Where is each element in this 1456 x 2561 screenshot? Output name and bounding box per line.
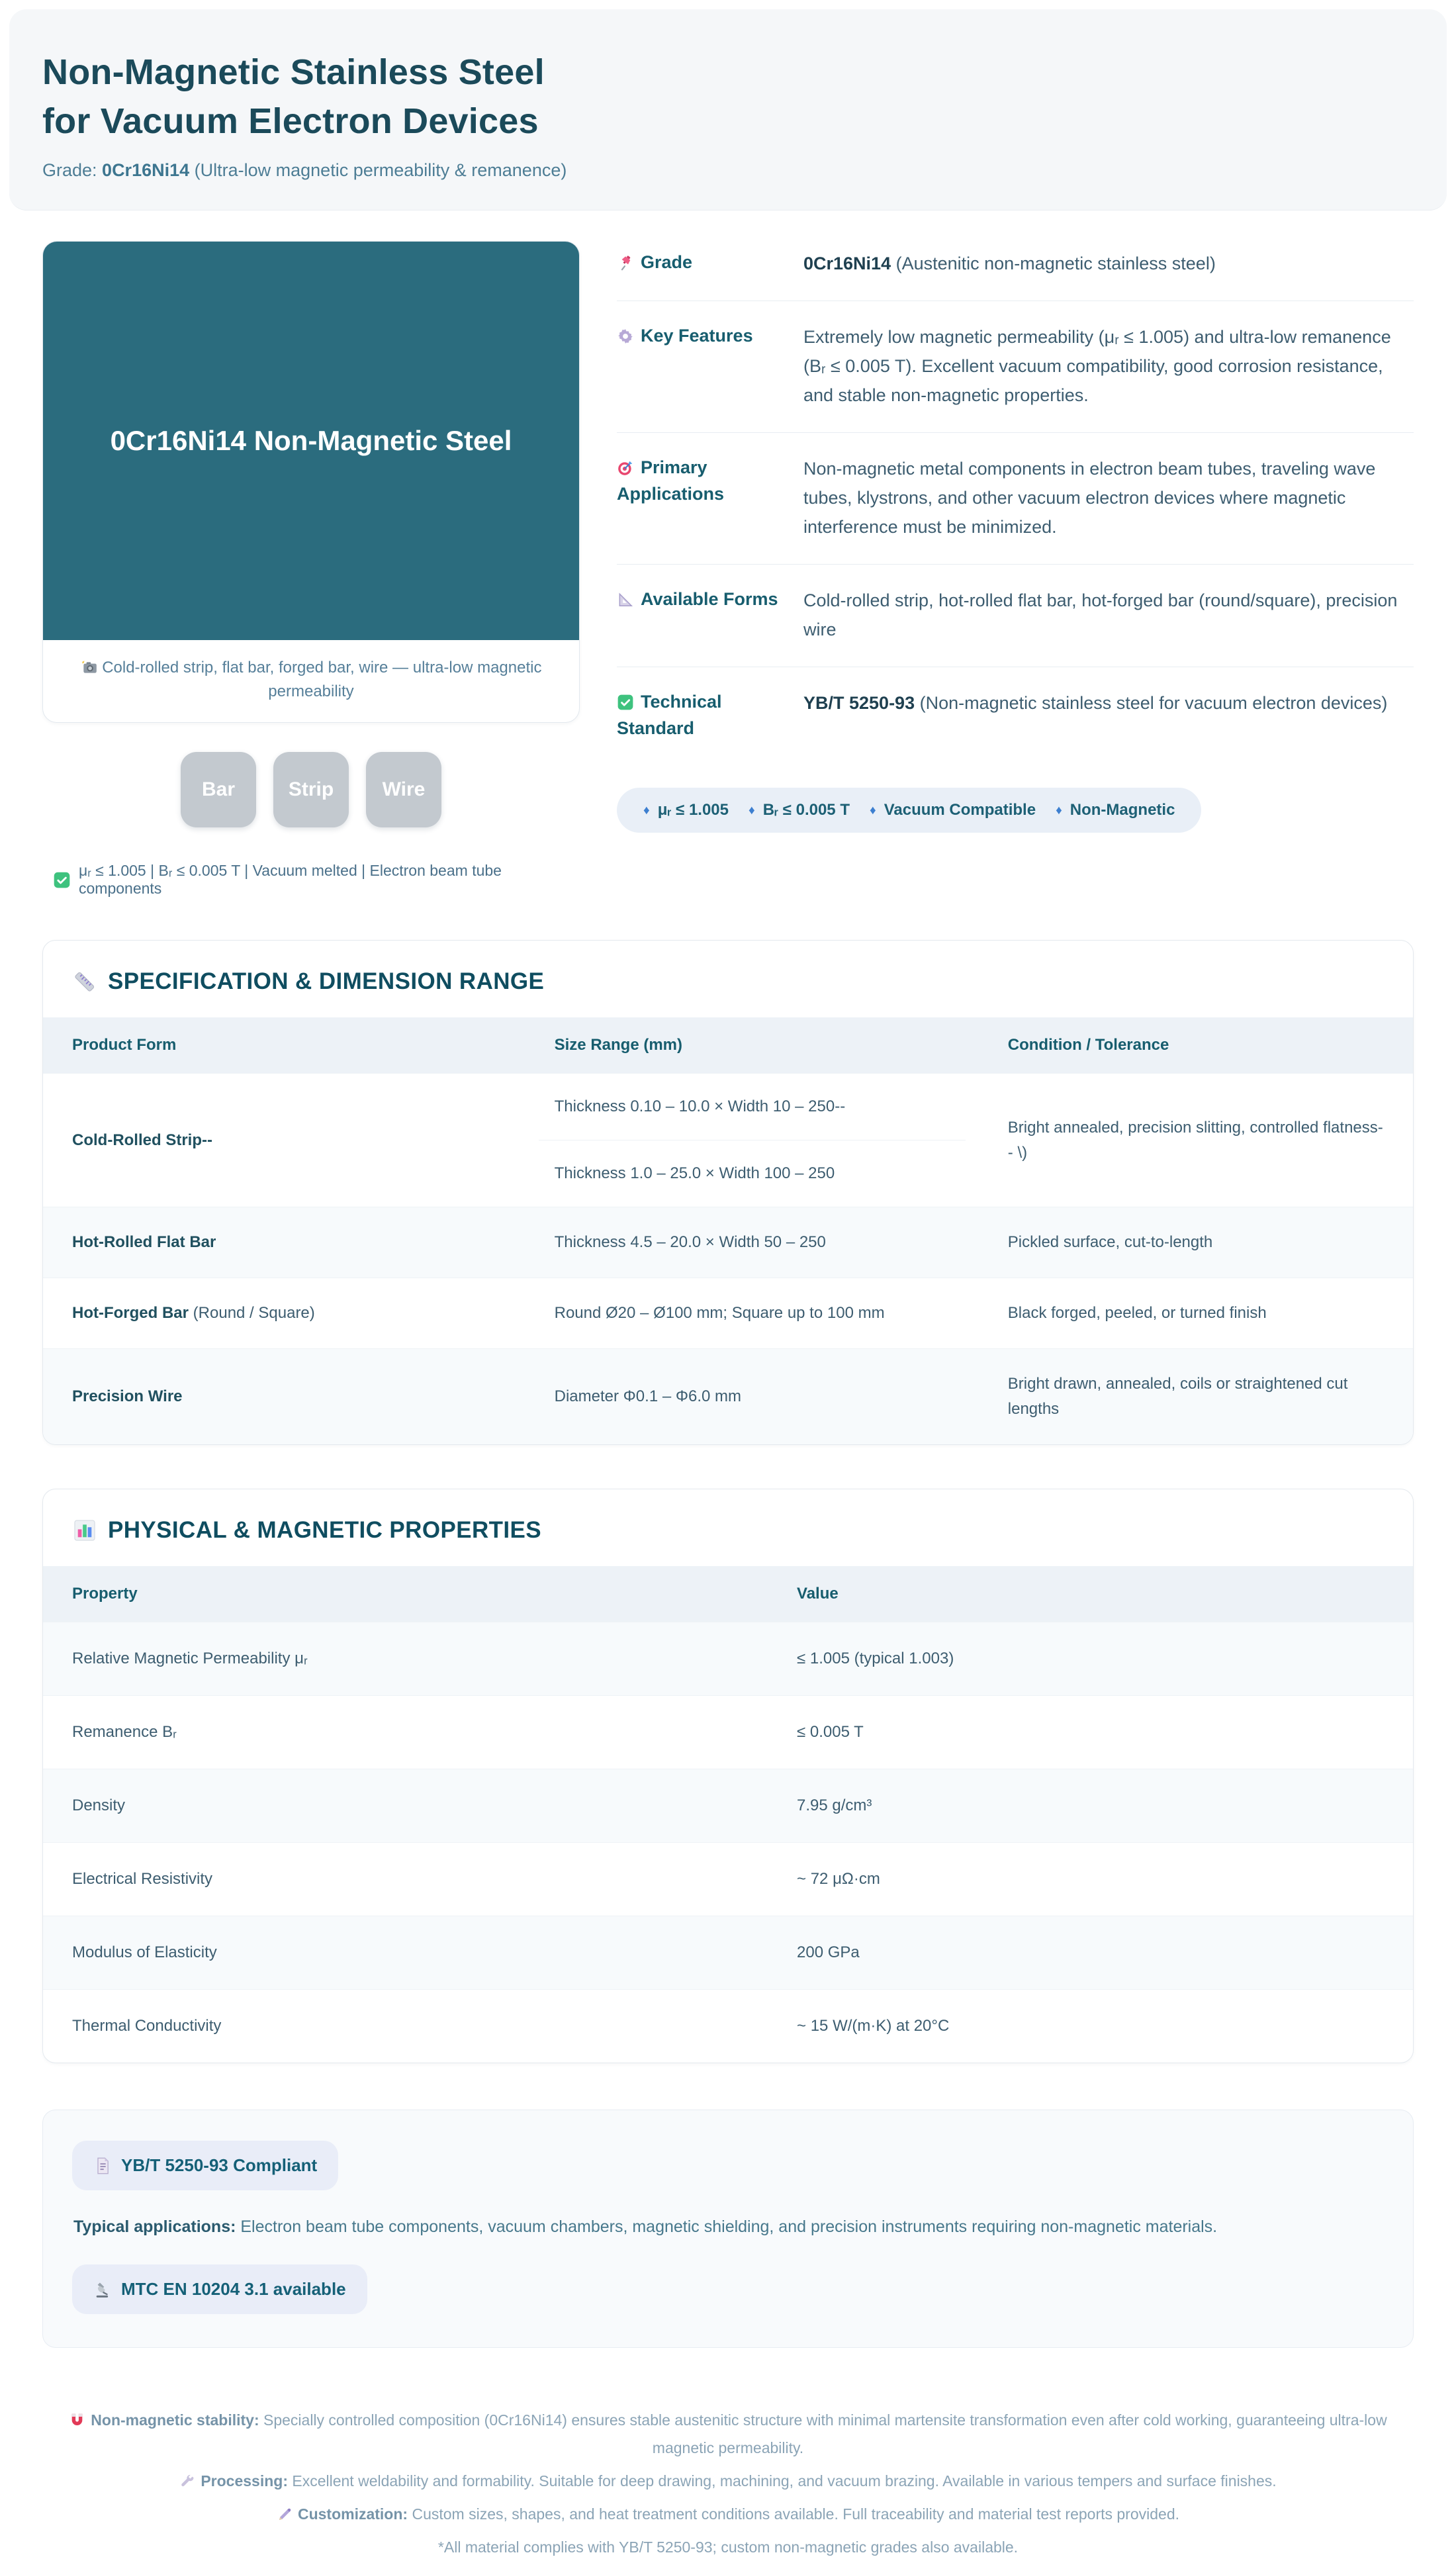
page-title-line1: Non-Magnetic Stainless Steel xyxy=(42,52,545,92)
product-info-column xyxy=(617,241,1414,898)
property-name: Modulus of Elasticity xyxy=(72,1943,217,1961)
footer-note-text: Excellent weldability and formability. Suitable for deep drawing, machining, and vacuum brazing. Available in various tempers and surface finishes. xyxy=(287,2472,1277,2490)
form-box-wire: Wire xyxy=(366,752,441,827)
compliance-badge-text: YB/T 5250-93 Compliant xyxy=(121,2155,318,2175)
size-range: Thickness 1.0 – 25.0 × Width 100 – 250 xyxy=(554,1164,835,1182)
spec-condition-cell: Bright annealed, precision slitting, controlled flatness-- \) xyxy=(1007,1118,1383,1162)
product-image-placeholder xyxy=(43,242,579,640)
wrench-icon xyxy=(179,2474,195,2490)
badge-vacuum xyxy=(870,801,1036,819)
overview-section xyxy=(42,241,1414,898)
size-range: Thickness 0.10 – 10.0 × Width 10 – 250-- xyxy=(554,1097,846,1115)
footer-note-label: Processing: xyxy=(201,2472,288,2490)
info-value-strong: 0Cr16Ni14 xyxy=(803,254,891,273)
property-value: ~ 15 W/(m·K) at 20°C xyxy=(797,2017,950,2035)
spec-col-form: Product Form xyxy=(72,1036,177,1054)
compliance-badge-text: MTC EN 10204 3.1 available xyxy=(121,2279,346,2299)
info-row-technical-standard xyxy=(617,667,1414,764)
footer-note-label: Non-magnetic stability: xyxy=(91,2411,259,2429)
camera-icon xyxy=(81,659,98,676)
info-row-grade xyxy=(617,241,1414,301)
info-label xyxy=(617,249,788,278)
table-row xyxy=(43,1348,1413,1444)
info-label xyxy=(617,454,788,541)
footer-note-label: Customization: xyxy=(297,2505,408,2523)
document-icon xyxy=(93,2157,112,2175)
compliance-badge-standard xyxy=(72,2141,338,2190)
badge-text: Non-Magnetic xyxy=(1069,801,1175,819)
info-list xyxy=(617,241,1414,764)
spec-col-condition: Condition / Tolerance xyxy=(1007,1036,1169,1054)
property-value: ≤ 1.005 (typical 1.003) xyxy=(797,1650,954,1667)
badge-remanence xyxy=(749,801,850,819)
info-value-text: Cold-rolled strip, hot-rolled flat bar, hot-forged bar (round/square), precision wire xyxy=(803,590,1398,639)
physical-properties-section xyxy=(42,1489,1414,2063)
page-title xyxy=(42,48,1414,146)
spec-form-cell xyxy=(43,1362,525,1432)
physical-col-property: Property xyxy=(72,1585,138,1603)
magnet-icon xyxy=(69,2412,85,2429)
info-row-key-features xyxy=(617,301,1414,433)
form-name: Hot-Forged Bar xyxy=(72,1304,189,1322)
badge-text: Vacuum Compatible xyxy=(884,801,1036,819)
info-value xyxy=(803,688,1414,741)
subtitle-prefix: Grade: xyxy=(42,160,103,180)
spec-condition-cell: Bright drawn, annealed, coils or straightened cut lengths xyxy=(1007,1375,1348,1418)
table-row xyxy=(43,1207,1413,1278)
physical-col-value: Value xyxy=(797,1585,839,1603)
footer-note-customization xyxy=(53,2500,1403,2528)
info-value xyxy=(803,586,1414,644)
main-content xyxy=(0,241,1456,2348)
product-card xyxy=(42,241,580,723)
specification-title xyxy=(43,941,1413,1017)
spec-form-cell xyxy=(43,1207,525,1278)
info-label xyxy=(617,586,788,644)
spec-table-header xyxy=(43,1017,1413,1073)
info-row-available-forms xyxy=(617,565,1414,667)
info-value-text: Extremely low magnetic permeability (μᵣ ≤ 1.005) and ultra-low remanence (Bᵣ ≤ 0.005 T). Excellent vacuum compatibility, good corrosion resistance, and stable non-magnetic properties. xyxy=(803,327,1391,405)
spec-condition-cell: Pickled surface, cut-to-length xyxy=(1007,1233,1213,1251)
table-row xyxy=(43,1622,1413,1695)
info-value xyxy=(803,322,1414,410)
physical-title xyxy=(43,1489,1413,1566)
spec-size-cell xyxy=(525,1074,979,1207)
info-label-text: Grade xyxy=(641,252,693,272)
badge-text: Bᵣ ≤ 0.005 T xyxy=(762,801,850,819)
form-box-strip: Strip xyxy=(273,752,349,827)
spec-form-cell xyxy=(43,1278,525,1348)
typical-applications-label: Typical applications: xyxy=(73,2217,236,2236)
info-label-text: Available Forms xyxy=(641,589,778,609)
badge-permeability xyxy=(643,801,729,819)
compliance-section xyxy=(42,2110,1414,2348)
diamond-icon xyxy=(643,804,650,817)
property-value: 200 GPa xyxy=(797,1943,860,1961)
check-icon xyxy=(53,871,71,889)
property-name: Electrical Resistivity xyxy=(72,1870,213,1888)
pushpin-icon xyxy=(617,254,634,271)
spec-size-cell: Round Ø20 – Ø100 mm; Square up to 100 mm xyxy=(554,1304,885,1322)
info-value-strong: YB/T 5250-93 xyxy=(803,693,915,713)
footer-note-stability xyxy=(53,2406,1403,2462)
spec-badges xyxy=(617,788,1201,833)
compliance-badge-mtc xyxy=(72,2264,367,2314)
gear-icon xyxy=(617,328,634,345)
info-label-text: Key Features xyxy=(641,326,753,346)
typical-applications-text: Electron beam tube components, vacuum chambers, magnetic shielding, and precision instruments requiring non-magnetic materials. xyxy=(236,2217,1218,2236)
subtitle-grade: 0Cr16Ni14 xyxy=(102,160,190,180)
info-value xyxy=(803,249,1414,278)
property-name: Density xyxy=(72,1796,126,1814)
form-detail: (Round / Square) xyxy=(189,1304,315,1322)
form-name: Precision Wire xyxy=(72,1387,183,1405)
info-label xyxy=(617,688,788,741)
target-icon xyxy=(617,459,634,477)
form-name: Hot-Rolled Flat Bar xyxy=(72,1233,216,1251)
info-row-primary-applications xyxy=(617,433,1414,565)
physical-table-header xyxy=(43,1566,1413,1622)
product-caption xyxy=(43,640,579,722)
page-header xyxy=(9,9,1447,210)
spec-size-cell: Diameter Φ0.1 – Φ6.0 mm xyxy=(554,1387,742,1405)
property-value: ~ 72 μΩ·cm xyxy=(797,1870,880,1888)
table-row xyxy=(43,1916,1413,1989)
spec-condition-cell: Black forged, peeled, or turned finish xyxy=(1007,1304,1267,1322)
property-name: Remanence Bᵣ xyxy=(72,1723,177,1741)
bar-chart-icon xyxy=(72,1518,97,1543)
table-row xyxy=(43,1769,1413,1842)
info-value xyxy=(803,454,1414,541)
microscope-icon xyxy=(93,2280,112,2299)
footer-note-processing xyxy=(53,2467,1403,2495)
table-row xyxy=(43,1842,1413,1916)
form-box-bar: Bar xyxy=(181,752,256,827)
pencil-icon xyxy=(277,2507,293,2523)
typical-applications xyxy=(73,2214,1384,2239)
info-value-text: Non-magnetic metal components in electron beam tubes, traveling wave tubes, klystrons, and other vacuum electron devices where magnetic interference must be minimized. xyxy=(803,459,1376,537)
key-specs-line xyxy=(42,862,580,898)
form-name: Cold-Rolled Strip-- xyxy=(72,1131,212,1149)
triangle-ruler-icon xyxy=(617,591,634,608)
info-label-text: Technical Standard xyxy=(617,692,722,738)
table-row xyxy=(43,1073,1413,1207)
check-icon xyxy=(617,694,634,711)
spec-size-cell: Thickness 4.5 – 20.0 × Width 50 – 250 xyxy=(554,1233,826,1251)
table-row xyxy=(43,1278,1413,1348)
badge-nonmagnetic xyxy=(1056,801,1175,819)
footer-note-disclaimer: *All material complies with YB/T 5250-93; custom non-magnetic grades also available. xyxy=(437,2538,1019,2556)
property-value: ≤ 0.005 T xyxy=(797,1723,864,1741)
spec-col-size: Size Range (mm) xyxy=(554,1036,682,1054)
property-name: Relative Magnetic Permeability μᵣ xyxy=(72,1650,308,1667)
table-row xyxy=(43,1989,1413,2063)
specification-title-text: SPECIFICATION & DIMENSION RANGE xyxy=(108,968,545,994)
specification-section xyxy=(42,940,1414,1445)
info-label-text: Primary Applications xyxy=(617,457,725,504)
physical-title-text: PHYSICAL & MAGNETIC PROPERTIES xyxy=(108,1517,542,1543)
product-image-title: 0Cr16Ni14 Non-Magnetic Steel xyxy=(110,425,512,456)
badge-text: μᵣ ≤ 1.005 xyxy=(657,801,729,819)
diamond-icon xyxy=(749,804,755,817)
diamond-icon xyxy=(870,804,876,817)
form-placeholders xyxy=(42,752,580,827)
spec-form-cell xyxy=(43,1105,525,1176)
property-name: Thermal Conductivity xyxy=(72,2017,222,2035)
diamond-icon xyxy=(1056,804,1062,817)
footer-note-text: Specially controlled composition (0Cr16Ni14) ensures stable austenitic structure with minimal martensite transformation even after cold working, guaranteeing ultra-low magnetic permeability. xyxy=(259,2411,1387,2456)
subtitle-suffix: (Ultra-low magnetic permeability & remanence) xyxy=(189,160,567,180)
footer-notes xyxy=(53,2406,1403,2561)
table-row xyxy=(43,1695,1413,1769)
property-value: 7.95 g/cm³ xyxy=(797,1796,872,1814)
page-title-line2: for Vacuum Electron Devices xyxy=(42,101,539,141)
info-label xyxy=(617,322,788,410)
info-value-text: (Austenitic non-magnetic stainless steel) xyxy=(891,254,1216,273)
product-caption-text: Cold-rolled strip, flat bar, forged bar, wire — ultra-low magnetic permeability xyxy=(102,659,542,700)
page-subtitle xyxy=(42,160,1414,181)
footer-note-text: Custom sizes, shapes, and heat treatment conditions available. Full traceability and material test reports provided. xyxy=(408,2505,1180,2523)
page xyxy=(0,9,1456,2556)
info-value-text: (Non-magnetic stainless steel for vacuum electron devices) xyxy=(915,693,1388,713)
ruler-icon xyxy=(72,969,97,994)
product-visual-column xyxy=(42,241,580,898)
key-specs-text: μᵣ ≤ 1.005 | Bᵣ ≤ 0.005 T | Vacuum melted | Electron beam tube components xyxy=(79,862,502,897)
